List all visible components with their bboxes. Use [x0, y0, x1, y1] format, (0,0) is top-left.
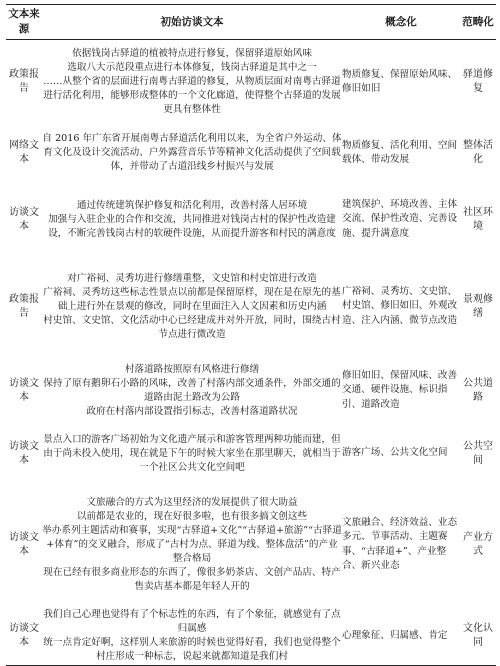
text-line: 加强与入驻企业的合作和交流，共同推进对钱岗古村的保护性改造建设，不断完善钱岗古村的软硬件设施，从而提升游客和村民的满意度: [48, 213, 336, 239]
header-source: 文本来源: [8, 8, 40, 35]
text-line: 村落道路按照原有风格进行修缮: [124, 363, 260, 375]
text-line: ……从整个省的层面进行南粤古驿道的修复，从物质层面对南粤古驿道进行活化利用，能够形成整体的一个文化廊道，使得整个古驿道的发展更具有整体性: [43, 76, 341, 116]
text-line: 统一点肯定好啊，这样别人来旅游的时候也觉得好看，我们也觉得整个村庄形成一种标志，说起来就都知道是我们村: [43, 637, 341, 663]
row-category: 产业方式: [463, 531, 493, 557]
row-source: 访谈文本: [9, 531, 39, 557]
row-source: 访谈文本: [9, 623, 39, 649]
row-category: 公共道路: [463, 377, 493, 403]
text-line: 政府在村落内部设置指引标志，改善村落道路状况: [86, 405, 298, 417]
text-line: 选取八大示范段重点进行本体修复，钱岗古驿道是其中之一: [67, 62, 317, 74]
row-concept: 建筑保护、环境改善、主体交流、保护性改造、完善设施、提升满意度: [342, 198, 458, 239]
text-line: 对广裕祠、灵秀坊进行修缮重整，文史馆和村史馆进行改造: [67, 272, 317, 284]
row-category: 文化认同: [463, 623, 493, 649]
row-source: 网络文本: [9, 140, 39, 165]
table-row: [6, 182, 496, 258]
text-line: 自 2016 年广东省开展南粤古驿道活化利用以来，为全省户外运动、体育文化及设计交流活动、户外露营音乐节等精神文化活动提供了空间载体，并带动了古道沿线乡村振兴与发展: [42, 133, 342, 172]
row-text: [42, 40, 342, 125]
text-line: 依据钱岗古驿道的植被特点进行修复，保留驿道原始风味: [72, 48, 312, 60]
row-concept: 心理象征、归属感、肯定: [342, 630, 448, 641]
row-category: 整体活化: [463, 140, 493, 165]
row-text: [42, 426, 342, 482]
row-text: [42, 125, 342, 182]
table-row: [6, 426, 496, 482]
row-concept: 文旅融合、经济效益、业态多元、节事活动、主题赛事、“古驿道+”、产业整合、新兴业态: [342, 516, 458, 571]
row-text: [42, 356, 342, 426]
row-category: 景观修缮: [463, 293, 493, 319]
table-row: [6, 125, 496, 182]
text-line: 举办系列主题活动和赛事，实现“古驿道+文化”“古驿道+旅游”“古驿道+体育”的交叉融合，形成了“古村为点、驿道为线、整体盘活”的产业整合格局: [42, 524, 342, 564]
text-line: 保持了原有鹅卵石小路的风味，改善了村落内部交通条件，外部交通的道路由泥土路改为公路: [43, 377, 341, 403]
text-line: 广裕祠、灵秀坊这些标志性景点以前都是保留原样，现在是在原先的基础上进行外在景观的修改，同时在里面注入人文因素和历史内涵: [43, 286, 341, 312]
text-line: 现在已经有很多商业形态的东西了，像很多奶茶店、文创产品店、特产售卖店基本都是年轻人开的: [43, 566, 341, 592]
row-source: 政策报告: [9, 69, 39, 95]
header-text: 初始访谈文本: [160, 15, 224, 28]
row-concept: 物质修复、保留原始风味、修旧如旧: [342, 68, 458, 95]
header-category: 范畴化: [462, 15, 494, 28]
table-header-row: [6, 5, 496, 40]
text-line: 我们自己心理也觉得有了个标志性的东西，有了个象征，就感觉有了点归属感: [43, 609, 341, 635]
table-row: [6, 608, 496, 666]
text-line: 村史馆、文史馆、文化活动中心已经建成并对外开放，同时，围绕古村节点进行微改造: [43, 314, 341, 340]
row-category: 公共空间: [463, 440, 493, 466]
row-source: 访谈文本: [9, 440, 39, 466]
coding-table: [6, 4, 496, 666]
row-source: 访谈文本: [9, 377, 39, 403]
row-source: 访谈文本: [9, 206, 39, 232]
text-line: 以前都是农业的，现在好很多啦，也有很多搞文创这些: [76, 510, 308, 522]
text-line: 通过传统建筑保护修复和活化利用，改善村落人居环境: [76, 199, 308, 211]
table-row: [6, 356, 496, 426]
row-text: [42, 608, 342, 666]
text-line: 景点入口的游客广场初始为文化遗产展示和游客管理两种功能而建，但由于尚未投入使用，现在就是下午的时候大家坐在那里聊天，就相当于一个社区公共文化空间吧: [43, 433, 341, 473]
row-concept: 物质修复、活化利用、空间载体、带动发展: [342, 139, 458, 165]
table-row: [6, 258, 496, 356]
row-concept: 游客广场、公共文化空间: [342, 447, 448, 459]
row-text: [42, 182, 342, 258]
row-text: [42, 258, 342, 356]
row-concept: 广裕祠、灵秀坊、文史馆、村史馆、修旧如旧、外观改造、注入内涵、微节点改造: [342, 285, 458, 326]
row-source: 政策报告: [9, 293, 39, 319]
row-concept: 修旧如旧、保留风味、改善交通、硬件设施、标识指引、道路改造: [342, 369, 458, 410]
row-text: [42, 482, 342, 608]
row-category: 驿道修复: [463, 69, 493, 95]
text-line: 文旅融合的方式为这里经济的发展提供了很大助益: [86, 496, 298, 508]
header-concept: 概念化: [385, 15, 417, 28]
table-row: [6, 482, 496, 608]
row-category: 社区环境: [463, 206, 493, 232]
table-row: [6, 40, 496, 125]
